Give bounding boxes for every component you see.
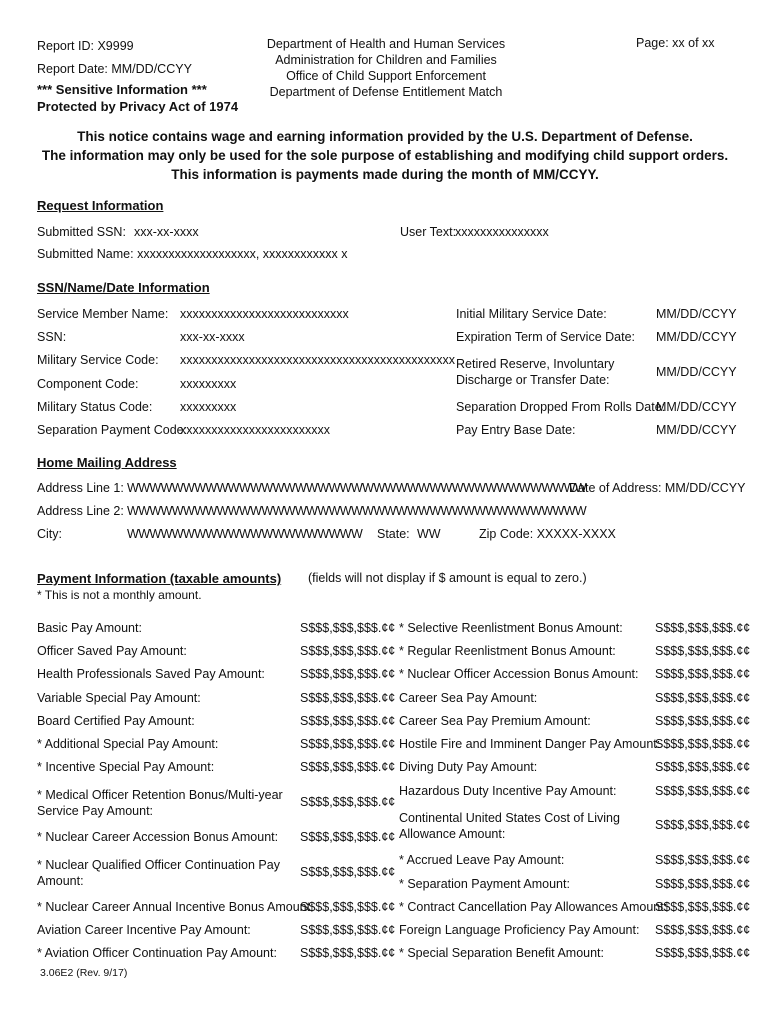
pay-value: S$$$,$$$,$$$.¢¢ [655, 818, 751, 832]
report-date-value: MM/DD/CCYY [111, 62, 192, 76]
pay-value: S$$$,$$$,$$$.¢¢ [655, 900, 751, 914]
user-text-label: User Text: [400, 225, 457, 239]
pay-value: S$$$,$$$,$$$.¢¢ [655, 667, 751, 681]
pay-value: S$$$,$$$,$$$.¢¢ [655, 691, 751, 705]
pay-value: S$$$,$$$,$$$.¢¢ [655, 946, 751, 960]
field-value: xxxxxxxxx [180, 377, 237, 391]
pay-label: * Separation Payment Amount: [399, 877, 570, 891]
field-label: SSN: [37, 330, 67, 344]
report-id [37, 39, 134, 55]
field-value: xxxxxxxxxxxxxxxxxxxxxxxxxxx [180, 307, 349, 321]
field-label: Expiration Term of Service Date: [456, 330, 636, 344]
form-id: 3.06E2 (Rev. 9/17) [40, 967, 128, 979]
field-label: Separation Payment Code: [37, 423, 188, 437]
pay-label: Diving Duty Pay Amount: [399, 760, 538, 774]
pay-label: * Nuclear Officer Accession Bonus Amount: [399, 667, 639, 681]
agency-line: Administration for Children and Families [275, 53, 497, 67]
submitted-ssn-value: xxx-xx-xxxx [134, 225, 199, 239]
pay-value: S$$$,$$$,$$$.¢¢ [300, 923, 396, 937]
city-label: City: [37, 527, 62, 541]
submitted-name [37, 247, 347, 263]
submitted-name-label: Submitted Name: [37, 247, 134, 261]
notice-line: This information is payments made during the month of MM/CCYY. [171, 167, 599, 182]
payment-subnote: * This is not a monthly amount. [37, 588, 202, 602]
zip-label: Zip Code: [479, 527, 534, 541]
pay-label: * Nuclear Qualified Officer Continuation Pay Amount: [37, 858, 280, 888]
field-label: Pay Entry Base Date: [456, 423, 576, 437]
agency-line: Department of Defense Entitlement Match [269, 85, 503, 99]
address-date-value: MM/DD/CCYY [664, 481, 746, 495]
user-text-value: xxxxxxxxxxxxxxx [455, 225, 549, 239]
field-value: MM/DD/CCYY [656, 330, 737, 344]
pay-value: S$$$,$$$,$$$.¢¢ [300, 714, 396, 728]
pay-label: Continental United States Cost of Living Allowance Amount: [399, 811, 620, 841]
pay-label: * Nuclear Career Accession Bonus Amount: [37, 830, 279, 844]
report-id-value: X9999 [97, 39, 134, 53]
pay-value: S$$$,$$$,$$$.¢¢ [655, 737, 751, 751]
pay-label: Career Sea Pay Premium Amount: [399, 714, 591, 728]
pay-label: * Regular Reenlistment Bonus Amount: [399, 644, 616, 658]
field-value: MM/DD/CCYY [656, 400, 737, 414]
pay-value: S$$$,$$$,$$$.¢¢ [655, 784, 751, 798]
payment-note: (fields will not display if $ amount is equal to zero.) [308, 571, 587, 585]
pay-value: S$$$,$$$,$$$.¢¢ [655, 853, 751, 867]
pay-value: S$$$,$$$,$$$.¢¢ [300, 691, 396, 705]
field-label: Service Member Name: [37, 307, 169, 321]
notice-line: The information may only be used for the sole purpose of establishing and modifying child support orders. [41, 148, 729, 163]
address-line2-value: WWWWWWWWWWWWWWWWWWWWWWWWWWWWWWWWWWWWWWWWW [127, 504, 587, 518]
pay-value: S$$$,$$$,$$$.¢¢ [300, 865, 396, 879]
state-label: State: [377, 527, 410, 541]
pay-value: S$$$,$$$,$$$.¢¢ [655, 714, 751, 728]
field-value: xxxxxxxxxxxxxxxxxxxxxxxxxxxxxxxxxxxxxxxxxxxx [180, 353, 455, 367]
address-line1-label: Address Line 1: [37, 481, 124, 495]
address-date [569, 481, 745, 497]
pay-label: * Medical Officer Retention Bonus/Multi-year Service Pay Amount: [37, 788, 283, 818]
field-value: xxxxxxxxxxxxxxxxxxxxxxxx [180, 423, 330, 437]
submitted-name-value: xxxxxxxxxxxxxxxxxxx, xxxxxxxxxxxx x [137, 247, 348, 261]
field-value: MM/DD/CCYY [656, 423, 737, 437]
city-value: WWWWWWWWWWWWWWWWWWWWW [127, 527, 363, 541]
address-date-label: Date of Address: [569, 481, 662, 495]
agency-block [200, 36, 572, 100]
pay-label: Basic Pay Amount: [37, 621, 142, 635]
pay-value: S$$$,$$$,$$$.¢¢ [300, 621, 396, 635]
pay-value: S$$$,$$$,$$$.¢¢ [655, 621, 751, 635]
field-label: Military Service Code: [37, 353, 159, 367]
pay-value: S$$$,$$$,$$$.¢¢ [300, 760, 396, 774]
page-number [636, 36, 715, 52]
pay-label: * Nuclear Career Annual Incentive Bonus Amount: [37, 900, 314, 914]
pay-label: * Special Separation Benefit Amount: [399, 946, 604, 960]
pay-value: S$$$,$$$,$$$.¢¢ [655, 923, 751, 937]
pay-value: S$$$,$$$,$$$.¢¢ [300, 946, 396, 960]
pay-label: Career Sea Pay Amount: [399, 691, 538, 705]
pay-label: Variable Special Pay Amount: [37, 691, 201, 705]
pay-value: S$$$,$$$,$$$.¢¢ [300, 644, 396, 658]
pay-label: * Accrued Leave Pay Amount: [399, 853, 565, 867]
pay-label: Foreign Language Proficiency Pay Amount: [399, 923, 640, 937]
zip [479, 527, 616, 543]
page-value: xx of xx [672, 36, 715, 50]
pay-label: Health Professionals Saved Pay Amount: [37, 667, 265, 681]
page-label: Page: [636, 36, 669, 50]
field-label: Retired Reserve, Involuntary Discharge or Transfer Date: [456, 357, 615, 387]
payment-section-title: Payment Information (taxable amounts) [37, 571, 282, 586]
pay-value: S$$$,$$$,$$$.¢¢ [300, 737, 396, 751]
report-date [37, 62, 192, 78]
pay-label: * Selective Reenlistment Bonus Amount: [399, 621, 623, 635]
ssn-section-title: SSN/Name/Date Information [37, 280, 210, 295]
pay-label: * Additional Special Pay Amount: [37, 737, 219, 751]
pay-value: S$$$,$$$,$$$.¢¢ [300, 900, 396, 914]
report-date-label: Report Date: [37, 62, 108, 76]
field-label: Military Status Code: [37, 400, 153, 414]
pay-label: * Incentive Special Pay Amount: [37, 760, 215, 774]
field-value: MM/DD/CCYY [656, 365, 737, 379]
pay-value: S$$$,$$$,$$$.¢¢ [300, 667, 396, 681]
agency-line: Department of Health and Human Services [266, 37, 506, 51]
privacy-banner: Protected by Privacy Act of 1974 [37, 99, 239, 114]
field-label: Initial Military Service Date: [456, 307, 607, 321]
pay-label: Board Certified Pay Amount: [37, 714, 195, 728]
pay-label: * Contract Cancellation Pay Allowances Amount: [399, 900, 668, 914]
field-value: xxx-xx-xxxx [180, 330, 245, 344]
request-section-title: Request Information [37, 198, 164, 213]
notice-line: This notice contains wage and earning information provided by the U.S. Department of Defense. [77, 129, 693, 144]
pay-value: S$$$,$$$,$$$.¢¢ [655, 877, 751, 891]
pay-label: Officer Saved Pay Amount: [37, 644, 187, 658]
pay-label: Hazardous Duty Incentive Pay Amount: [399, 784, 617, 798]
pay-value: S$$$,$$$,$$$.¢¢ [655, 760, 751, 774]
state-value: WW [417, 527, 441, 541]
field-label: Component Code: [37, 377, 139, 391]
address-section-title: Home Mailing Address [37, 455, 177, 470]
report-id-label: Report ID: [37, 39, 94, 53]
pay-value: S$$$,$$$,$$$.¢¢ [300, 830, 396, 844]
agency-line: Office of Child Support Enforcement [286, 69, 486, 83]
sensitive-banner: *** Sensitive Information *** [37, 82, 207, 97]
field-value: xxxxxxxxx [180, 400, 237, 414]
field-value: MM/DD/CCYY [656, 307, 737, 321]
pay-value: S$$$,$$$,$$$.¢¢ [655, 644, 751, 658]
pay-value: S$$$,$$$,$$$.¢¢ [300, 795, 396, 809]
pay-label: Hostile Fire and Imminent Danger Pay Amount: [399, 737, 661, 751]
pay-label: * Aviation Officer Continuation Pay Amount: [37, 946, 277, 960]
address-line1-value: WWWWWWWWWWWWWWWWWWWWWWWWWWWWWWWWWWWWWWWWW [127, 481, 587, 495]
field-label: Separation Dropped From Rolls Date: [456, 400, 666, 414]
submitted-ssn-label: Submitted SSN: [37, 225, 126, 239]
pay-label: Aviation Career Incentive Pay Amount: [37, 923, 251, 937]
zip-value: XXXXX-XXXX [536, 527, 616, 541]
address-line2-label: Address Line 2: [37, 504, 124, 518]
